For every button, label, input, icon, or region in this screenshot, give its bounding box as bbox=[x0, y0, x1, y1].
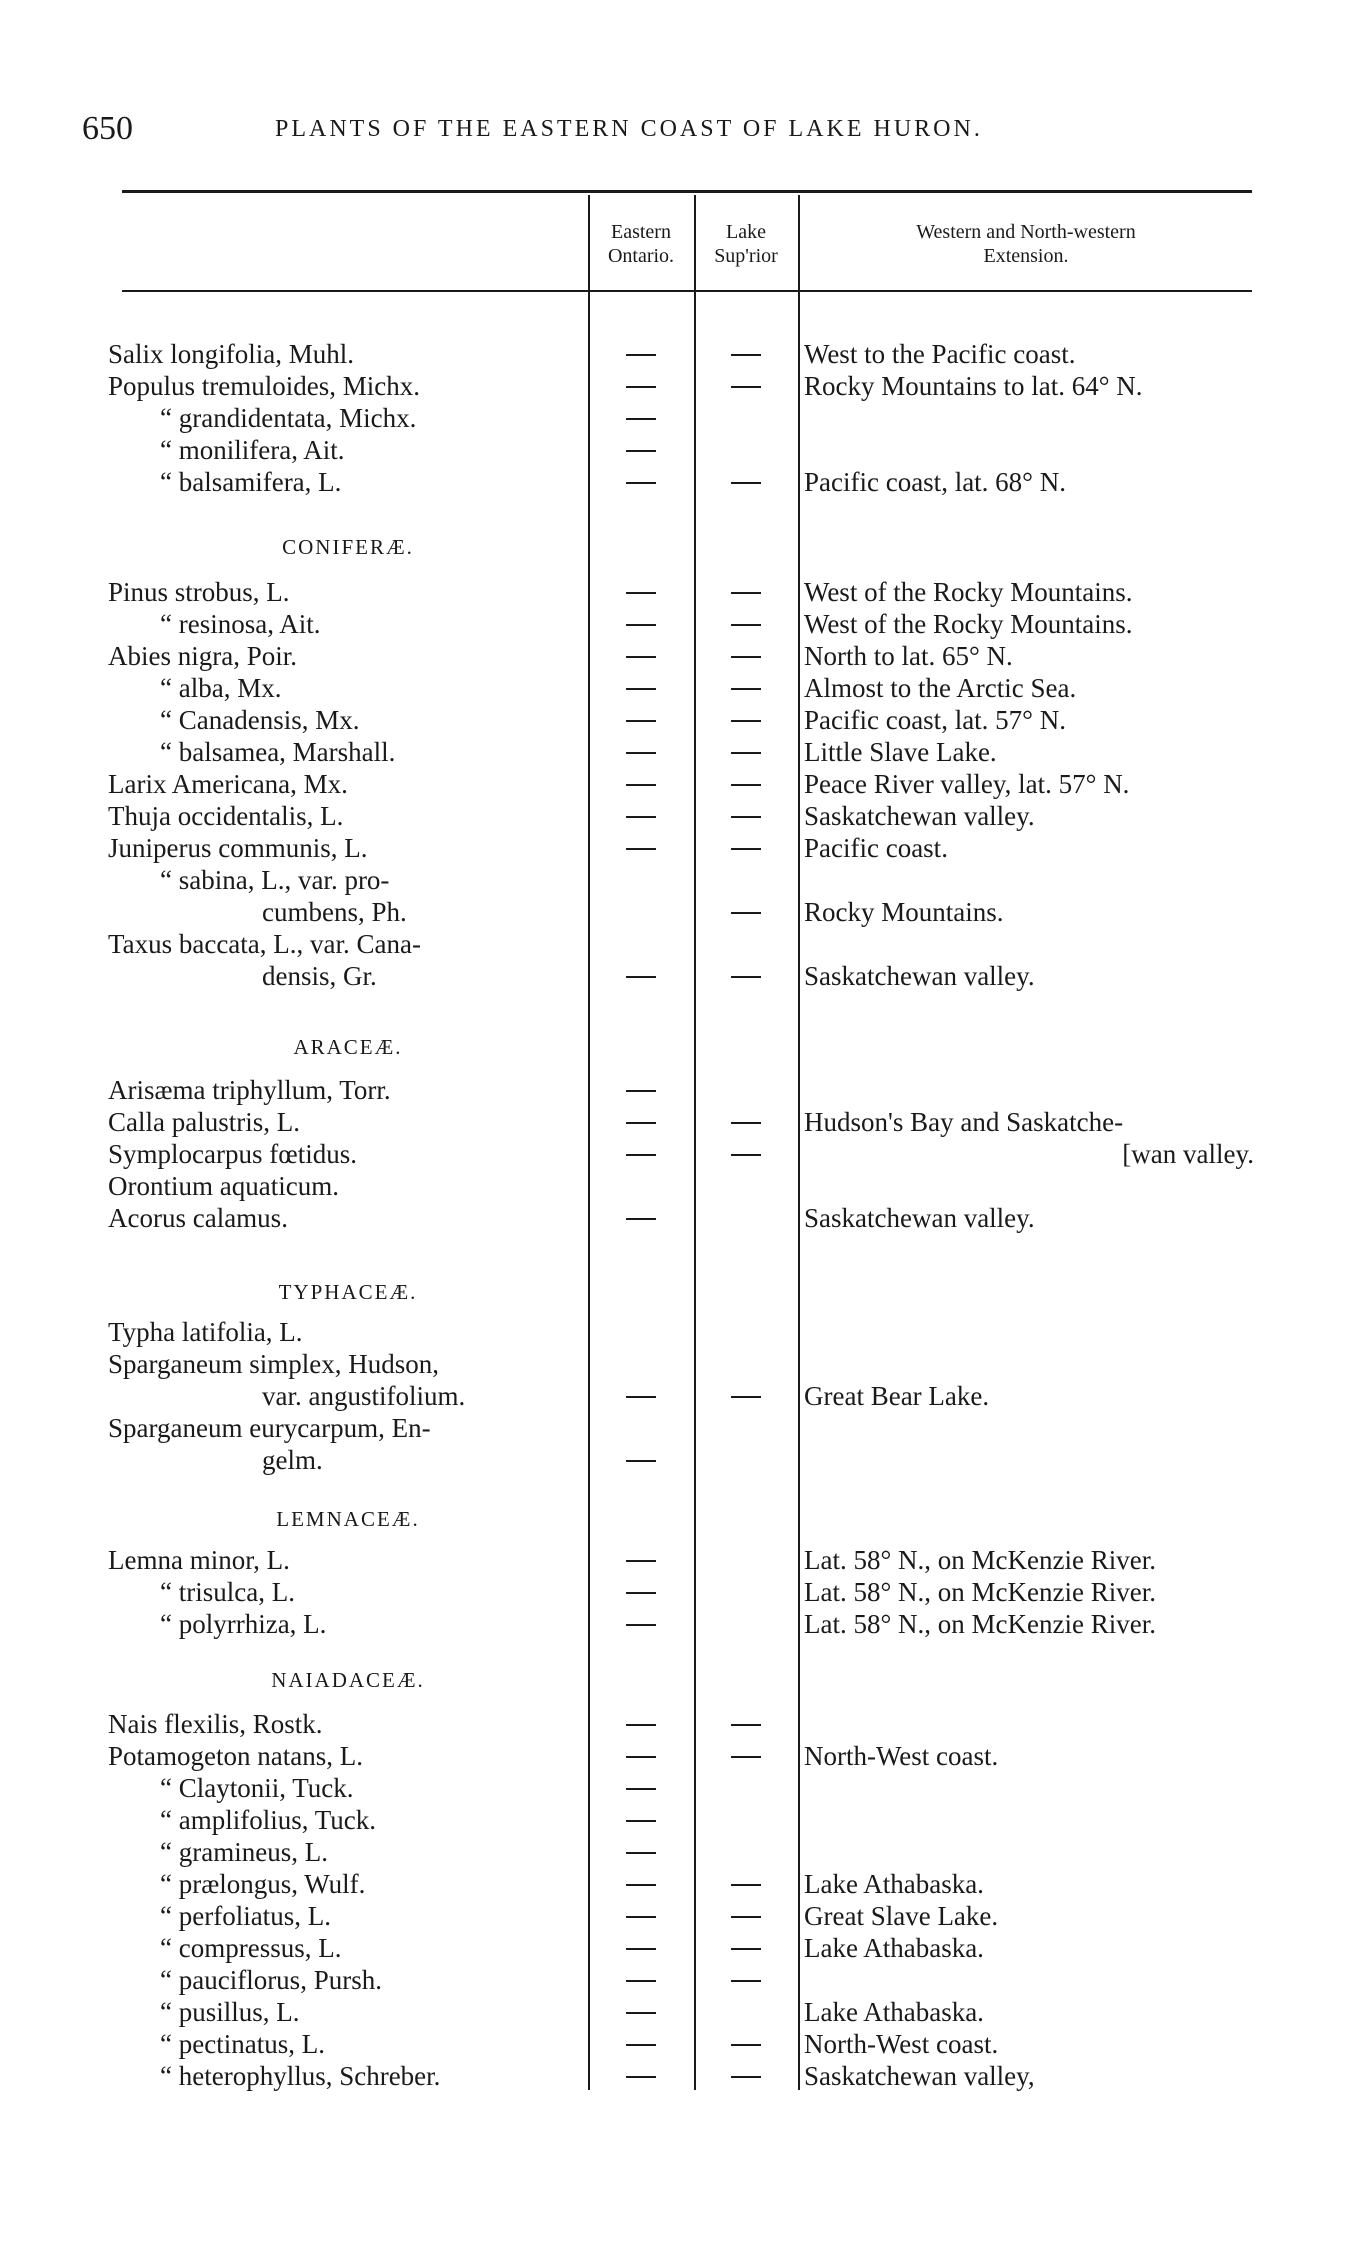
superior-presence-dash bbox=[731, 624, 761, 626]
eastern-presence-dash bbox=[626, 2012, 656, 2014]
eastern-presence-dash bbox=[626, 816, 656, 818]
species-name: “ sabina, L., var. pro- bbox=[160, 865, 390, 895]
superior-presence-dash bbox=[731, 1884, 761, 1886]
eastern-presence-dash bbox=[626, 482, 656, 484]
species-name: “ amplifolius, Tuck. bbox=[160, 1805, 377, 1835]
species-name: Sparganeum eurycarpum, En- bbox=[108, 1413, 431, 1443]
species-name: Thuja occidentalis, L. bbox=[108, 801, 344, 831]
eastern-presence-dash bbox=[626, 1980, 656, 1982]
superior-presence-dash bbox=[731, 688, 761, 690]
species-name: “ monilifera, Ait. bbox=[160, 435, 345, 465]
superior-presence-dash bbox=[731, 1948, 761, 1950]
family-heading: TYPHACEÆ. bbox=[278, 1280, 418, 1304]
species-name: cumbens, Ph. bbox=[262, 897, 407, 927]
species-name: var. angustifolium. bbox=[262, 1381, 466, 1411]
table-row bbox=[0, 1804, 1372, 1836]
superior-presence-dash bbox=[731, 752, 761, 754]
table-row bbox=[0, 800, 1372, 832]
species-name: “ pectinatus, L. bbox=[160, 2029, 325, 2059]
table-row bbox=[0, 960, 1372, 992]
table-row bbox=[0, 1900, 1372, 1932]
superior-presence-dash bbox=[731, 1122, 761, 1124]
superior-presence-dash bbox=[731, 720, 761, 722]
table-row bbox=[0, 2060, 1372, 2092]
eastern-presence-dash bbox=[626, 1218, 656, 1220]
superior-presence-dash bbox=[731, 1756, 761, 1758]
family-heading: CONIFERÆ. bbox=[282, 535, 414, 559]
superior-presence-dash bbox=[731, 1980, 761, 1982]
table-row bbox=[0, 1444, 1372, 1476]
western-range: West to the Pacific coast. bbox=[804, 339, 1076, 369]
eastern-presence-dash bbox=[626, 1852, 656, 1854]
eastern-presence-dash bbox=[626, 1396, 656, 1398]
eastern-presence-dash bbox=[626, 624, 656, 626]
table-row bbox=[0, 1708, 1372, 1740]
eastern-presence-dash bbox=[626, 1592, 656, 1594]
species-name: Nais flexilis, Rostk. bbox=[108, 1709, 323, 1739]
table-row bbox=[0, 576, 1372, 608]
table-row bbox=[0, 704, 1372, 736]
western-range: North-West coast. bbox=[804, 1741, 999, 1771]
table-row bbox=[0, 1316, 1372, 1348]
table-row bbox=[0, 1380, 1372, 1412]
western-range: Saskatchewan valley. bbox=[804, 1203, 1035, 1233]
eastern-presence-dash bbox=[626, 1948, 656, 1950]
species-name: “ Canadensis, Mx. bbox=[160, 705, 360, 735]
table-top-rule bbox=[122, 190, 1252, 193]
table-row bbox=[0, 1996, 1372, 2028]
table-row bbox=[0, 402, 1372, 434]
western-range: Pacific coast, lat. 57° N. bbox=[804, 705, 1066, 735]
eastern-presence-dash bbox=[626, 1724, 656, 1726]
table-row bbox=[0, 1074, 1372, 1106]
superior-presence-dash bbox=[731, 1154, 761, 1156]
species-name: Populus tremuloides, Michx. bbox=[108, 371, 420, 401]
species-name: “ gramineus, L. bbox=[160, 1837, 328, 1867]
western-range: North to lat. 65° N. bbox=[804, 641, 1013, 671]
eastern-presence-dash bbox=[626, 450, 656, 452]
species-name: Taxus baccata, L., var. Cana- bbox=[108, 929, 421, 959]
species-name: Calla palustris, L. bbox=[108, 1107, 300, 1137]
species-name: Abies nigra, Poir. bbox=[108, 641, 297, 671]
eastern-presence-dash bbox=[626, 688, 656, 690]
eastern-presence-dash bbox=[626, 1154, 656, 1156]
eastern-presence-dash bbox=[626, 1884, 656, 1886]
species-name: Lemna minor, L. bbox=[108, 1545, 290, 1575]
western-range: Little Slave Lake. bbox=[804, 737, 997, 767]
table-row bbox=[0, 608, 1372, 640]
species-name: Larix Americana, Mx. bbox=[108, 769, 348, 799]
eastern-presence-dash bbox=[626, 656, 656, 658]
species-name: gelm. bbox=[262, 1445, 323, 1475]
eastern-presence-dash bbox=[626, 418, 656, 420]
table-row bbox=[0, 736, 1372, 768]
eastern-presence-dash bbox=[626, 720, 656, 722]
table-row bbox=[0, 1740, 1372, 1772]
column-header-eastern-ontario: Eastern Ontario. bbox=[607, 221, 675, 267]
eastern-presence-dash bbox=[626, 1624, 656, 1626]
eastern-presence-dash bbox=[626, 1560, 656, 1562]
family-heading: NAIADACEÆ. bbox=[271, 1668, 425, 1692]
eastern-presence-dash bbox=[626, 976, 656, 978]
superior-presence-dash bbox=[731, 2076, 761, 2078]
superior-presence-dash bbox=[731, 2044, 761, 2046]
table-row bbox=[0, 1170, 1372, 1202]
western-range: West of the Rocky Mountains. bbox=[804, 609, 1133, 639]
table-row bbox=[0, 672, 1372, 704]
table-row bbox=[0, 338, 1372, 370]
western-range: [wan valley. bbox=[1122, 1139, 1254, 1169]
superior-presence-dash bbox=[731, 1396, 761, 1398]
species-name: Potamogeton natans, L. bbox=[108, 1741, 363, 1771]
species-name: Arisæma triphyllum, Torr. bbox=[108, 1075, 391, 1105]
species-name: “ polyrrhiza, L. bbox=[160, 1609, 327, 1639]
superior-presence-dash bbox=[731, 848, 761, 850]
species-name: “ compressus, L. bbox=[160, 1933, 342, 1963]
western-range: Saskatchewan valley, bbox=[804, 2061, 1035, 2091]
eastern-presence-dash bbox=[626, 1788, 656, 1790]
species-name: densis, Gr. bbox=[262, 961, 377, 991]
superior-presence-dash bbox=[731, 386, 761, 388]
western-range: Saskatchewan valley. bbox=[804, 801, 1035, 831]
superior-presence-dash bbox=[731, 1724, 761, 1726]
superior-presence-dash bbox=[731, 912, 761, 914]
column-header-lake-superior: Lake Sup'rior bbox=[714, 221, 778, 267]
table-row bbox=[0, 1932, 1372, 1964]
table-header-rule bbox=[122, 290, 1252, 292]
eastern-presence-dash bbox=[626, 752, 656, 754]
western-range: North-West coast. bbox=[804, 2029, 999, 2059]
species-name: Salix longifolia, Muhl. bbox=[108, 339, 354, 369]
species-name: “ Claytonii, Tuck. bbox=[160, 1773, 354, 1803]
superior-presence-dash bbox=[731, 1916, 761, 1918]
eastern-presence-dash bbox=[626, 784, 656, 786]
table-row bbox=[0, 1608, 1372, 1640]
western-range: Pacific coast. bbox=[804, 833, 948, 863]
western-range: Lat. 58° N., on McKenzie River. bbox=[804, 1545, 1156, 1575]
species-name: Acorus calamus. bbox=[108, 1203, 288, 1233]
western-range: Lat. 58° N., on McKenzie River. bbox=[804, 1609, 1156, 1639]
species-name: Symplocarpus fœtidus. bbox=[108, 1139, 357, 1169]
western-range: Almost to the Arctic Sea. bbox=[804, 673, 1077, 703]
superior-presence-dash bbox=[731, 784, 761, 786]
eastern-presence-dash bbox=[626, 386, 656, 388]
family-heading: ARACEÆ. bbox=[293, 1035, 403, 1059]
western-range: Pacific coast, lat. 68° N. bbox=[804, 467, 1066, 497]
table-row bbox=[0, 1772, 1372, 1804]
species-name: “ pusillus, L. bbox=[160, 1997, 300, 2027]
eastern-presence-dash bbox=[626, 1756, 656, 1758]
table-row bbox=[0, 434, 1372, 466]
species-name: Sparganeum simplex, Hudson, bbox=[108, 1349, 439, 1379]
table-row bbox=[0, 928, 1372, 960]
species-name: “ grandidentata, Michx. bbox=[160, 403, 417, 433]
species-name: “ heterophyllus, Schreber. bbox=[160, 2061, 441, 2091]
species-name: “ pauciflorus, Pursh. bbox=[160, 1965, 382, 1995]
species-name: “ balsamea, Marshall. bbox=[160, 737, 396, 767]
eastern-presence-dash bbox=[626, 2076, 656, 2078]
superior-presence-dash bbox=[731, 592, 761, 594]
eastern-presence-dash bbox=[626, 1820, 656, 1822]
table-row bbox=[0, 1202, 1372, 1234]
running-head: PLANTS OF THE EASTERN COAST OF LAKE HURON. bbox=[275, 116, 983, 142]
table-row bbox=[0, 640, 1372, 672]
eastern-presence-dash bbox=[626, 354, 656, 356]
western-range: Saskatchewan valley. bbox=[804, 961, 1035, 991]
table-row bbox=[0, 1836, 1372, 1868]
western-range: Rocky Mountains. bbox=[804, 897, 1004, 927]
family-heading: LEMNACEÆ. bbox=[276, 1507, 420, 1531]
column-header-western-extension: Western and North-western Extension. bbox=[916, 221, 1136, 267]
superior-presence-dash bbox=[731, 656, 761, 658]
species-name: Pinus strobus, L. bbox=[108, 577, 290, 607]
species-name: “ alba, Mx. bbox=[160, 673, 282, 703]
western-range: Hudson's Bay and Saskatche- bbox=[804, 1107, 1124, 1137]
eastern-presence-dash bbox=[626, 592, 656, 594]
table-row bbox=[0, 370, 1372, 402]
table-row bbox=[0, 1544, 1372, 1576]
table-row bbox=[0, 466, 1372, 498]
eastern-presence-dash bbox=[626, 1090, 656, 1092]
eastern-presence-dash bbox=[626, 1916, 656, 1918]
eastern-presence-dash bbox=[626, 848, 656, 850]
western-range: Great Slave Lake. bbox=[804, 1901, 999, 1931]
western-range: Rocky Mountains to lat. 64° N. bbox=[804, 371, 1143, 401]
western-range: Lake Athabaska. bbox=[804, 1933, 984, 1963]
table-row bbox=[0, 896, 1372, 928]
western-range: Lake Athabaska. bbox=[804, 1997, 984, 2027]
species-name: “ resinosa, Ait. bbox=[160, 609, 321, 639]
species-name: Typha latifolia, L. bbox=[108, 1317, 303, 1347]
table-row bbox=[0, 864, 1372, 896]
superior-presence-dash bbox=[731, 354, 761, 356]
western-range: West of the Rocky Mountains. bbox=[804, 577, 1133, 607]
table-row bbox=[0, 1868, 1372, 1900]
table-row bbox=[0, 1106, 1372, 1138]
species-name: Orontium aquaticum. bbox=[108, 1171, 339, 1201]
western-range: Peace River valley, lat. 57° N. bbox=[804, 769, 1130, 799]
eastern-presence-dash bbox=[626, 1460, 656, 1462]
species-name: “ trisulca, L. bbox=[160, 1577, 295, 1607]
western-range: Lat. 58° N., on McKenzie River. bbox=[804, 1577, 1156, 1607]
page-number: 650 bbox=[82, 110, 133, 147]
western-range: Lake Athabaska. bbox=[804, 1869, 984, 1899]
eastern-presence-dash bbox=[626, 1122, 656, 1124]
table-row bbox=[0, 2028, 1372, 2060]
western-range: Great Bear Lake. bbox=[804, 1381, 990, 1411]
species-name: Juniperus communis, L. bbox=[108, 833, 368, 863]
table-row bbox=[0, 832, 1372, 864]
species-name: “ perfoliatus, L. bbox=[160, 1901, 331, 1931]
table-row bbox=[0, 1138, 1372, 1170]
table-row bbox=[0, 1576, 1372, 1608]
species-name: “ prælongus, Wulf. bbox=[160, 1869, 366, 1899]
table-row bbox=[0, 1412, 1372, 1444]
superior-presence-dash bbox=[731, 482, 761, 484]
table-row bbox=[0, 768, 1372, 800]
eastern-presence-dash bbox=[626, 2044, 656, 2046]
superior-presence-dash bbox=[731, 816, 761, 818]
species-name: “ balsamifera, L. bbox=[160, 467, 342, 497]
table-row bbox=[0, 1964, 1372, 1996]
superior-presence-dash bbox=[731, 976, 761, 978]
table-row bbox=[0, 1348, 1372, 1380]
